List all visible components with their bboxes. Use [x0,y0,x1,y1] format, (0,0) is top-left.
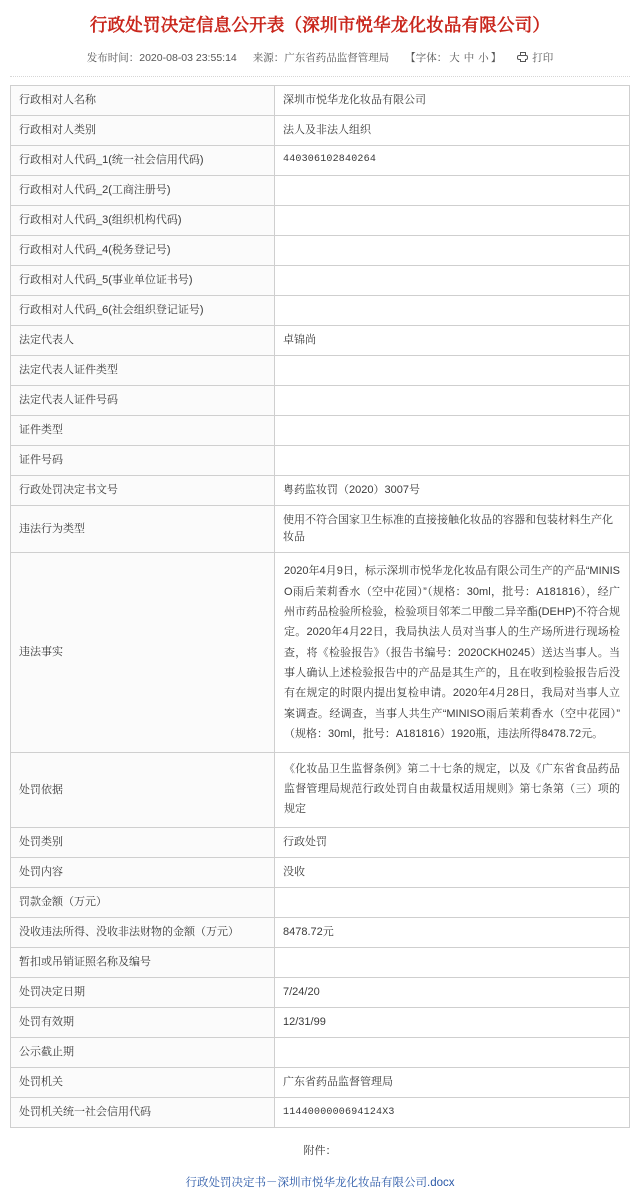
row-value: 粤药监妆罚（2020）3007号 [275,476,630,506]
row-label: 公示截止期 [11,1038,275,1068]
row-label: 法定代表人 [11,326,275,356]
document-meta-bar [10,38,630,77]
row-label: 证件号码 [11,446,275,476]
row-label: 证件类型 [11,416,275,446]
table-row [11,446,630,476]
font-size-medium[interactable]: 中 [463,51,475,64]
table-row [11,85,630,115]
attachment-link[interactable]: 行政处罚决定书－深圳市悦华龙化妆品有限公司.docx [185,1177,455,1190]
row-label: 处罚内容 [11,857,275,887]
row-label: 处罚类别 [11,827,275,857]
row-value [275,235,630,265]
row-value: 440306102840264 [275,145,630,175]
row-value [275,265,630,295]
row-label: 处罚机关 [11,1068,275,1098]
font-size-label-close: 】 [490,51,502,64]
row-label: 行政相对人代码_4(税务登记号) [11,235,275,265]
table-row [11,887,630,917]
print-label: 打印 [532,51,554,64]
table-row [11,356,630,386]
row-value [275,386,630,416]
row-label: 行政相对人代码_5(事业单位证书号) [11,265,275,295]
font-size-large[interactable]: 大 [449,51,460,64]
print-button[interactable] [517,50,553,65]
row-label: 法定代表人证件号码 [11,386,275,416]
table-row [11,827,630,857]
font-size-small[interactable]: 小 [478,51,489,64]
row-value [275,446,630,476]
row-value [275,948,630,978]
table-row [11,416,630,446]
table-row [11,1098,630,1128]
row-value: 2020年4月9日，标示深圳市悦华龙化妆品有限公司生产的产品“MINISO雨后茉莉香水（空中花园）”（规格：30ml，批号：A181816），经广州市药品检验所检验，检验项目邻苯二甲酸二异辛酯(DEHP)不符合规定。2020年4月22日，我局执法人员对当事人的生产场所进行现场检查，将《检验报告》（报告书编号：2020CKH0245）送达当事人。当事人确认上述检验报告中的产品是其生产的，且在收到检验报告后没有在规定的时限内提出复检申请。2020年4月28日，我局对当事人立案调查。经调查，当事人共生产“MINISO雨后茉莉香水（空中花园）”（规格：30ml，批号：A181816）1920瓶，违法所得8478.72元。 [275,553,630,753]
table-row [11,753,630,827]
row-value [275,1038,630,1068]
row-value [275,416,630,446]
row-value [275,887,630,917]
info-table-wrapper [0,77,640,1129]
table-row [11,295,630,325]
row-value [275,295,630,325]
table-row [11,145,630,175]
row-label: 行政相对人代码_1(统一社会信用代码) [11,145,275,175]
row-value: 法人及非法人组织 [275,115,630,145]
attachment-label: 附件： [303,1145,337,1158]
printer-icon [517,52,528,62]
row-label: 法定代表人证件类型 [11,356,275,386]
table-row [11,553,630,753]
source-label: 来源：广东省药品监督管理局 [252,51,390,64]
row-value: 广东省药品监督管理局 [275,1068,630,1098]
row-label: 行政相对人代码_3(组织机构代码) [11,205,275,235]
row-value [275,205,630,235]
table-row [11,1068,630,1098]
table-row [11,386,630,416]
row-label: 行政相对人代码_2(工商注册号) [11,175,275,205]
row-label: 处罚依据 [11,753,275,827]
publish-time: 发布时间：2020-08-03 23:55:14 [86,51,237,64]
table-row [11,175,630,205]
row-label: 处罚有效期 [11,1008,275,1038]
table-row [11,506,630,553]
penalty-info-table [10,85,630,1129]
page-title: 行政处罚决定信息公开表（深圳市悦华龙化妆品有限公司） [89,15,551,35]
row-value: 使用不符合国家卫生标准的直接接触化妆品的容器和包装材料生产化妆品 [275,506,630,553]
row-value: 深圳市悦华龙化妆品有限公司 [275,85,630,115]
row-label: 处罚机关统一社会信用代码 [11,1098,275,1128]
table-row [11,948,630,978]
table-row [11,235,630,265]
row-value: 7/24/20 [275,978,630,1008]
row-value: 8478.72元 [275,918,630,948]
table-row [11,1008,630,1038]
font-size-label: 【字体： [405,51,448,64]
row-value: 12/31/99 [275,1008,630,1038]
row-value: 1144000000694124X3 [275,1098,630,1128]
table-row [11,265,630,295]
row-label: 行政相对人类别 [11,115,275,145]
table-row [11,978,630,1008]
row-label: 行政相对人名称 [11,85,275,115]
table-row [11,115,630,145]
row-label: 违法事实 [11,553,275,753]
table-row [11,1038,630,1068]
row-label: 行政处罚决定书文号 [11,476,275,506]
table-row [11,205,630,235]
row-label: 违法行为类型 [11,506,275,553]
row-value: 行政处罚 [275,827,630,857]
row-value [275,356,630,386]
row-value [275,175,630,205]
font-size-switcher [405,50,501,65]
table-row [11,857,630,887]
row-value: 没收 [275,857,630,887]
row-label: 暂扣或吊销证照名称及编号 [11,948,275,978]
row-value: 卓锦尚 [275,326,630,356]
table-row [11,918,630,948]
row-label: 罚款金额（万元） [11,887,275,917]
table-row [11,476,630,506]
row-value: 《化妆品卫生监督条例》第二十七条的规定，以及《广东省食品药品监督管理局规范行政处罚自由裁量权适用规则》第七条第（三）项的规定 [275,753,630,827]
row-label: 行政相对人代码_6(社会组织登记证号) [11,295,275,325]
row-label: 处罚决定日期 [11,978,275,1008]
row-label: 没收违法所得、没收非法财物的金额（万元） [11,918,275,948]
table-row [11,326,630,356]
